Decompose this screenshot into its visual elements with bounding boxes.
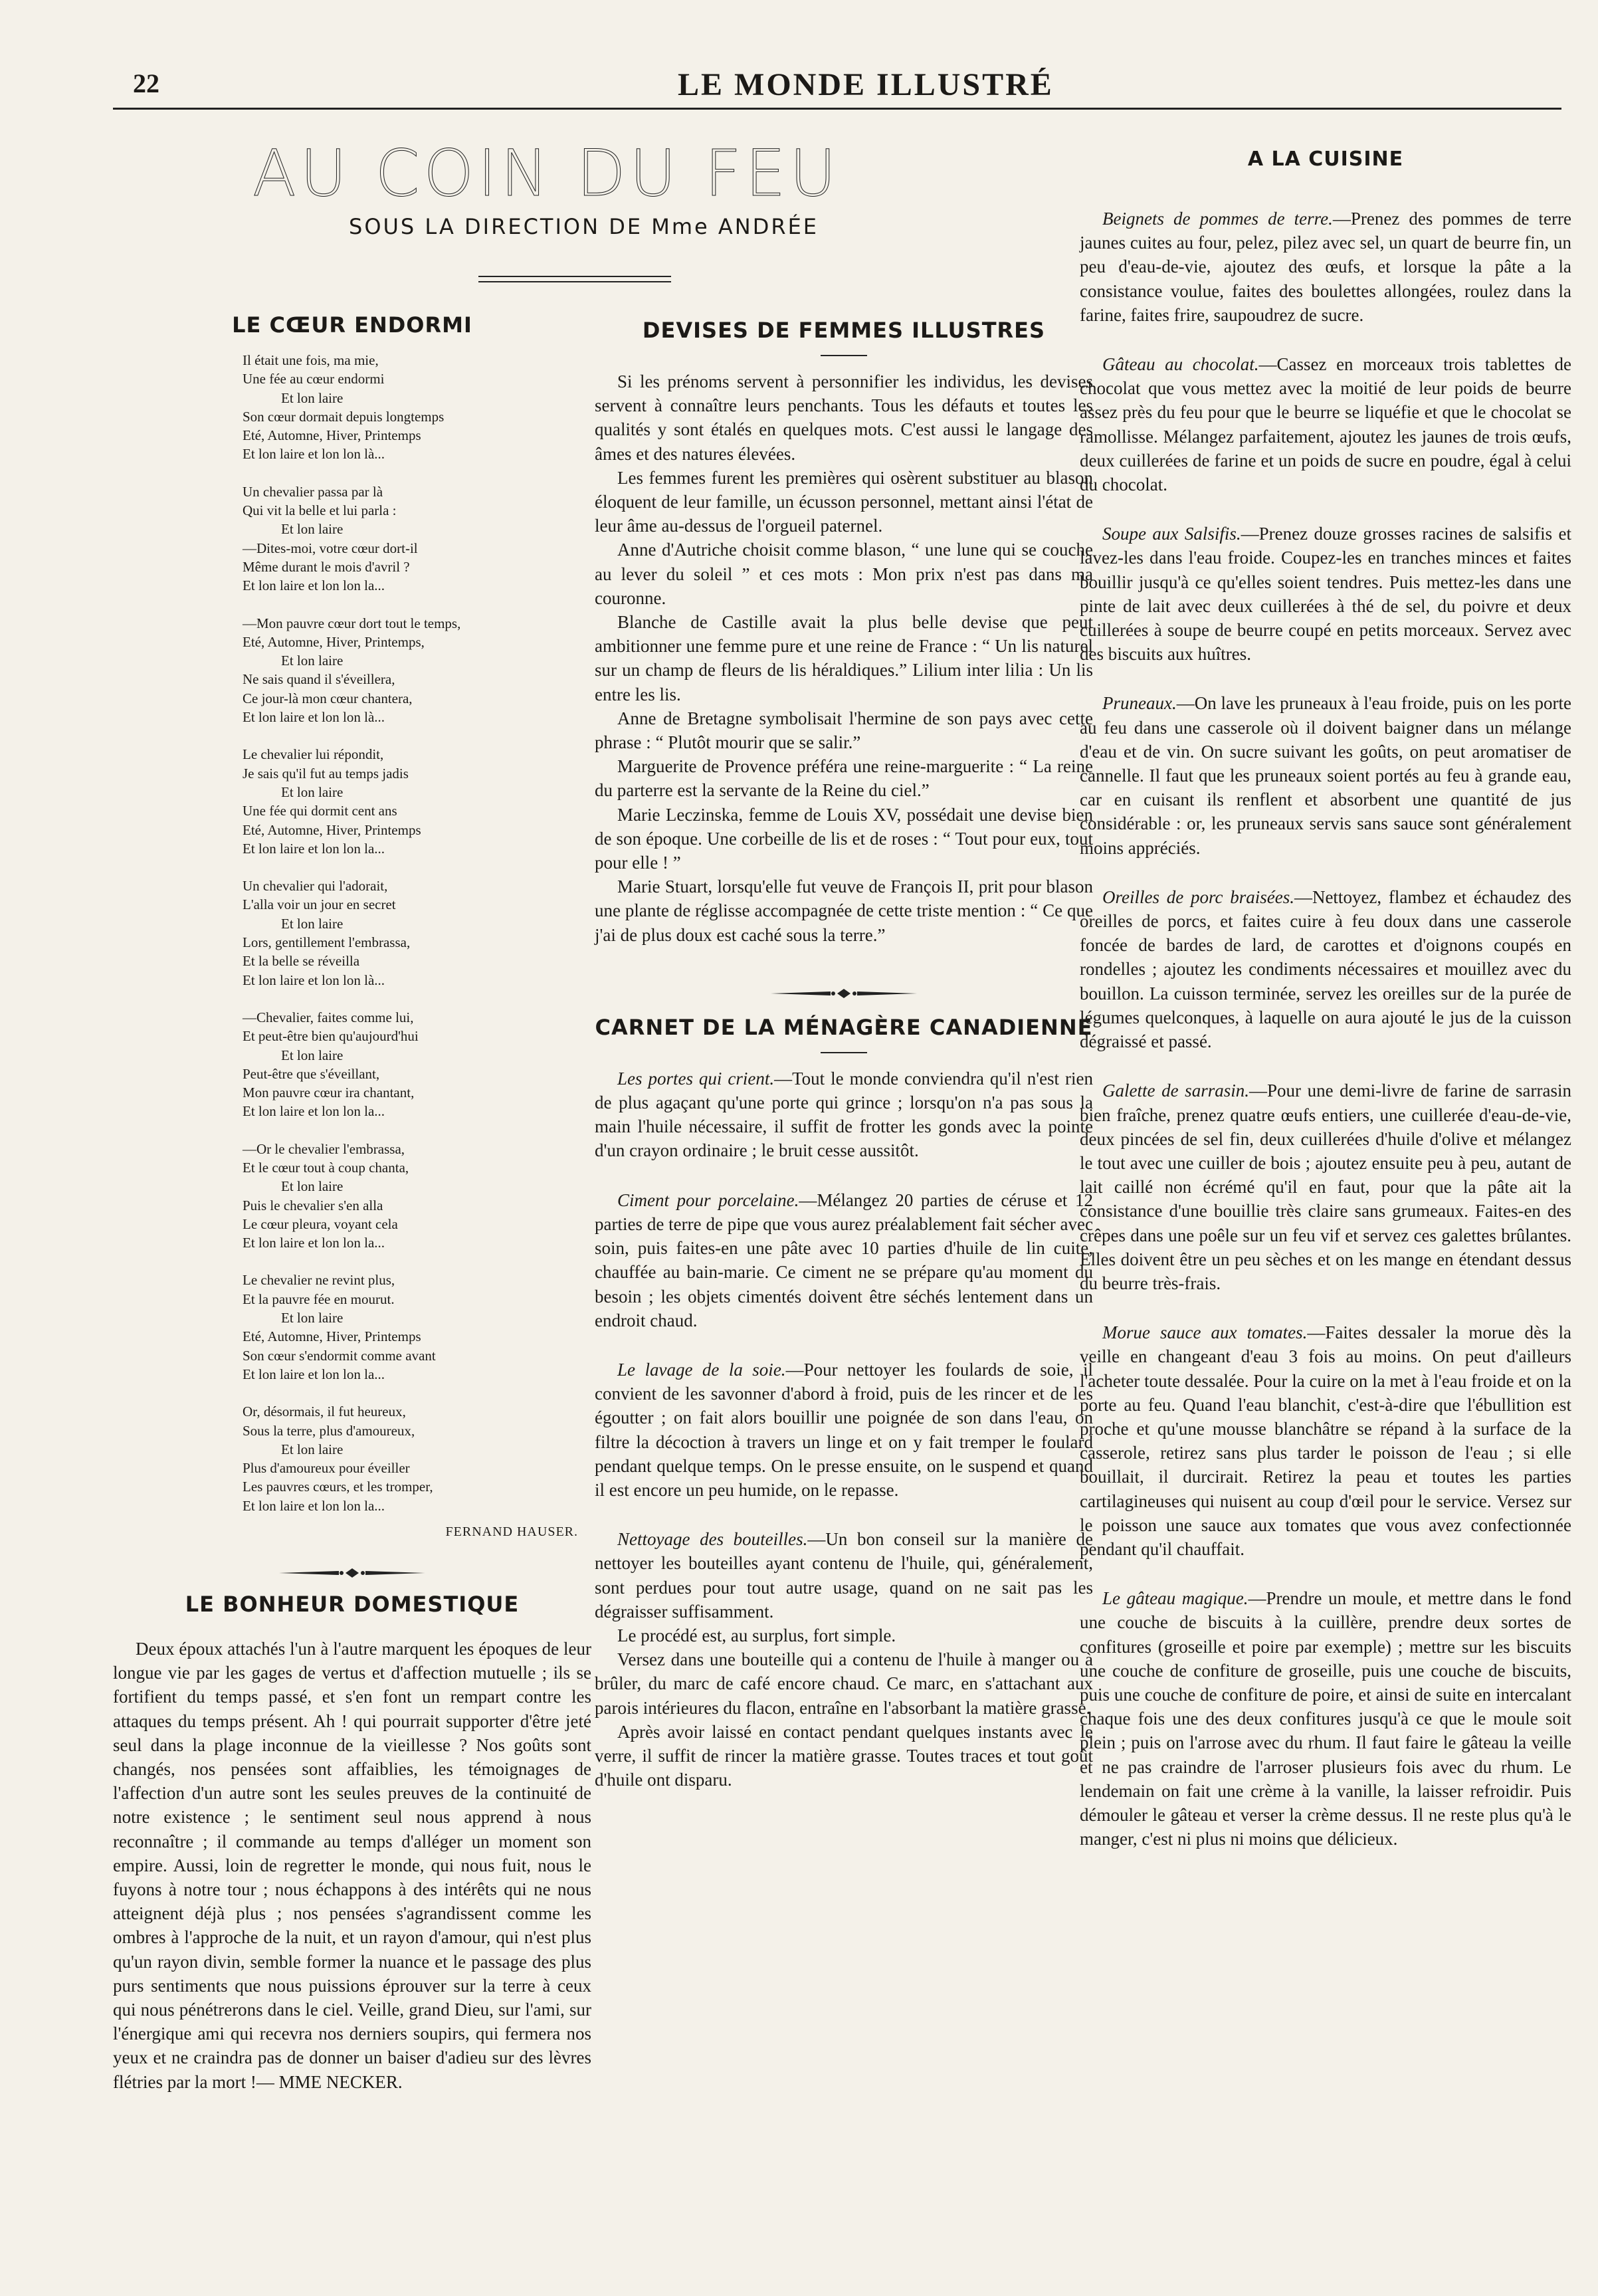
recipe [1080,522,1571,666]
carnet-entry-text: Le procédé est, au surplus, fort simple. [617,1625,896,1645]
recipe [1080,1079,1571,1295]
recipe [1080,885,1571,1053]
recipe-text: —Prenez des pommes de terre jaunes cuites au four, pelez, pilez avec sel, un quart de beurre fin, un peu d'eau-de-vie, ajoutez des œufs, et lorsque la pâte a la consistance voulue, faites des boulettes allongées, roulez dans la farine, faites frire, saupoudrez de sucre. [1080,209,1571,325]
poem-line: Et lon laire [281,521,344,538]
recipe-heading: Morue sauce aux tomates. [1102,1322,1308,1343]
carnet-entry-text: —Pour nettoyer les foulards de soie, il convient de les savonner d'abord à froid, puis de les rincer et de les égoutter ; on fait alors bouillir une poignée de son dans l'eau, on filtre la décoction à travers un linge et on y fait tremper le foulard pendant quelque temps. On le presse ensuite, on le suspend et quand il est encore un peu humide, on le repasse. [595,1359,1094,1500]
poem-line: Lors, gentillement l'embrassa, [243,934,411,951]
page-header [113,61,1561,110]
poem-line: Et lon laire et lon lon là... [243,446,385,463]
poem-line: Son cœur s'endormit comme avant [243,1347,436,1364]
carnet-entry [595,1647,1093,1720]
poem-line: Ce jour-là mon cœur chantera, [243,690,413,706]
devise-paragraph: Si les prénoms servent à personnifier les individus, les devises servent à connaître leurs penchants. Tous les défauts et toutes les qualités y sont étalés en quelques mots. C'est aussi le langage des âmes et des natures élevées. [595,371,1093,464]
poem-stanza [243,614,591,727]
poem-stanza [243,1140,591,1253]
title-divider [478,276,671,282]
column-left [113,312,591,2094]
carnet-entry [595,1188,1093,1332]
recipe-heading: Soupe aux Salsifis. [1102,524,1241,544]
carnet-entry-heading: Le lavage de la soie. [617,1359,786,1380]
poem-line: Un chevalier qui l'adorait, [243,878,388,894]
poem-line: Le chevalier ne revint plus, [243,1272,395,1289]
devise-paragraph: Marie Leczinska, femme de Louis XV, possédait une devise bien de son époque. Une corbeille de lis et de roses : “ Tout pour eux, tout pour elle ! ” [595,804,1093,873]
devise-paragraph: Blanche de Castille avait la plus belle devise que peut ambitionner une femme pure et une reine de France : “ Un lis naturel sur un champ de fleurs de lis héraldiques.” Lilium inter lilia : Un lis entre les lis. [595,612,1093,704]
poem-stanza [243,745,591,858]
poem-line: Et lon laire [281,1047,344,1063]
recipe-heading: Gâteau au chocolat. [1102,354,1259,375]
poem-line: Et lon laire et lon lon la... [243,1366,385,1382]
carnet-entry-heading: Nettoyage des bouteilles. [617,1529,808,1550]
title-underline [821,355,867,356]
poem-line: Et lon laire et lon lon la... [243,840,385,857]
column-middle [595,318,1093,1792]
poem-line: Et lon laire [281,1178,344,1195]
recipe-text: —Faites dessaler la morue dès la veille en changeant d'eau 3 fois au moins. On peut d'ailleurs l'acheter toute dessalée. Pour la cuire on la met à l'eau froide et on la porte au feu. Quand l'eau blanchit, c'est-à-dire que l'ébullition est proche et qu'une mousse blanchâtre se répand à la surface de la casserole, retirez sans plus tarder le poisson de l'eau ; si elle bouillait, il durcirait. Retirez la peau et toutes les parties cartilagineuses qui nuisent au coup d'œil pour le service. Versez sur le poisson une sauce aux tomates que vous avez confectionnée pendant qu'il chauffait. [1080,1322,1571,1559]
poem-body [243,351,591,1515]
poem-line: —Dites-moi, votre cœur dort-il [243,540,418,556]
ornament-divider [767,987,920,1000]
ornament-divider [276,1566,429,1580]
recipe-heading: Galette de sarrasin. [1102,1081,1249,1101]
poem-line: Et lon laire et lon lon la... [243,1103,385,1120]
bonheur-title: LE BONHEUR DOMESTIQUE [185,1592,520,1618]
poem-line: Eté, Automne, Hiver, Printemps [243,821,421,838]
recipe-text: —Nettoyez, flambez et échaudez des oreilles de porcs, et faites cuire à feu doux dans une casserole foncée de bardes de lard, de carottes et d'oignons coupés en rondelles ; ajoutez les condiments nécessaires et mouillez avec du bouillon. La cuisson terminée, servez les oreilles sur de la purée de légumes quelconques, à laquelle on aura ajouté le jus de la cuisson dégraissé et passé. [1080,887,1571,1052]
poem-line: Et lon laire [281,1441,344,1457]
recipe-heading: Oreilles de porc braisées. [1102,887,1294,907]
poem-line: Eté, Automne, Hiver, Printemps [243,1328,421,1345]
recipe-text: —On lave les pruneaux à l'eau froide, puis on les porte au feu dans une casserole où il doivent baigner dans un mélange d'eau et de vin. On sucre suivant les goûts, on peut aromatiser de cannelle. Il faut que les pruneaux soient portés au feu à grande eau, car en cuisant ils renflent et absorbent une quantité de jus considérable : or, les pruneaux servis sans sauce sont généralement moins appréciés. [1080,693,1571,858]
poem-line: Et lon laire et lon lon la... [243,1235,385,1251]
recipe [1080,352,1571,496]
poem-signature: FERNAND HAUSER. [445,1524,578,1540]
recipe-text: —Cassez en morceaux trois tablettes de chocolat que vous mettez avec la moitié de leur poids de beurre assez près du feu pour que le beurre se liquéfie et que le chocolat se ramollisse. Mélangez parfaitement, ajoutez les jaunes de trois œufs, deux cuillerées de farine et un poids de sucre en poudre, égal à celui du chocolat. [1080,354,1571,495]
poem-line: Sous la terre, plus d'amoureux, [243,1422,415,1439]
poem-stanza [243,1271,591,1384]
poem-line: Et lon laire et lon lon la... [243,1497,385,1514]
devise-paragraph: Anne d'Autriche choisit comme blason, “ une lune qui se couche au lever du soleil ” et ces mots : Mon prix n'est pas dans ma couronne. [595,540,1093,608]
poem-line: Plus d'amoureux pour éveiller [243,1460,410,1477]
poem-line: Eté, Automne, Hiver, Printemps, [243,633,425,650]
poem-line: Ne sais quand il s'éveillera, [243,671,395,688]
recipe [1080,1320,1571,1561]
recipe-text: —Pour une demi-livre de farine de sarrasin bien fraîche, prenez quatre œufs entiers, une cuillerée d'eau-de-vie, deux pincées de sel fin, deux cuillerées d'huile d'olive et mélangez le tout avec une cuiller de bois ; ajoutez ensuite peu à peu, autant de lait caillé non écrémé qu'il en faut, pour que la pâte ait la consistance d'une bouillie très claire sans grumeaux. Faites-en des crêpes dans une poêle sur un feu vif et servez ces galettes brûlantes. Elles doivent être un peu sèches et on les mange en étendant dessus du beurre très-frais. [1080,1081,1571,1293]
poem-line: Or, désormais, il fut heureux, [243,1404,406,1420]
poem-line: Je sais qu'il fut au temps jadis [243,765,409,782]
carnet-entry-heading: Ciment pour porcelaine. [617,1190,799,1210]
recipe-heading: Le gâteau magique. [1102,1588,1248,1609]
poem-line: Il était une fois, ma mie, [243,352,379,368]
devises-title: DEVISES DE FEMMES ILLUSTRES [642,318,1046,343]
carnet-entry [595,1623,1093,1647]
poem-line: Qui vit la belle et lui parla : [243,502,397,519]
carnet-entry-heading: Les portes qui crient. [617,1068,775,1089]
carnet-entry-text: Versez dans une bouteille qui a contenu de l'huile à manger ou à brûler, du marc de café encore chaud. Ce marc, en s'attachant aux parois intérieures du flacon, entraîne en l'absorbant la matière grasse. [595,1649,1093,1718]
poem-line: Et lon laire et lon lon la... [243,577,385,594]
poem-line: Et lon laire [281,915,344,932]
cuisine-title: A LA CUISINE [1247,148,1404,171]
carnet-entry [595,1720,1093,1792]
poem-line: Et lon laire [281,653,344,669]
poem-line: Même durant le mois d'avril ? [243,558,410,575]
poem-line: Une fée au cœur endormi [243,371,385,387]
carnet-entry [595,1358,1093,1502]
carnet-entry [595,1067,1093,1163]
poem-stanza [243,482,591,595]
devise-paragraph: Marie Stuart, lorsqu'elle fut veuve de François II, prit pour blason une plante de réglisse accompagnée de cette triste mention : “ Ce que j'ai de plus doux est caché sous la terre.” [595,877,1093,945]
poem-line: Et la belle se réveilla [243,953,360,970]
carnet-entry [595,1527,1093,1623]
page-number: 22 [133,68,159,98]
poem-line: Eté, Automne, Hiver, Printemps [243,427,421,444]
devise-paragraph: Les femmes furent les premières qui osèrent substituer au blason éloquent de leur famille, un écusson personnel, mettant ainsi l'état de leur âme au-dessus de l'orgueil paternel. [595,467,1093,536]
poem-stanza [243,351,591,464]
recipe-heading: Pruneaux. [1102,693,1177,714]
poem-line: Le cœur pleura, voyant cela [243,1215,398,1232]
recipe [1080,207,1571,327]
poem-line: —Mon pauvre cœur dort tout le temps, [243,615,461,631]
poem-stanza [243,1008,591,1121]
recipe [1080,691,1571,859]
section-subtitle: SOUS LA DIRECTION DE Mme ANDRÉE [349,214,819,239]
carnet-body [595,1067,1093,1792]
poem-line: Et lon laire et lon lon là... [243,709,385,726]
poem-line: Et le cœur tout à coup chanta, [243,1159,409,1176]
title-underline [821,1052,867,1053]
carnet-title: CARNET DE LA MÉNAGÈRE CANADIENNE [595,1014,1093,1040]
poem-line: —Chevalier, faites comme lui, [243,1009,414,1025]
recipe-text: —Prenez douze grosses racines de salsifis et lavez-les dans l'eau froide. Coupez-les en tranches minces et faites bouillir jusqu'à ce qu'elles soient tendres. Puis mettez-les dans une pinte de lait avec deux cuillerées à thé de sel, du poivre et deux cuillerées à soupe de beurre coupé en petits morceaux. Servez avec des biscuits aux huîtres. [1080,524,1571,665]
poem-line: Peut-être que s'éveillant, [243,1065,380,1082]
bonheur-text [113,1637,591,2094]
poem-line: Et la pauvre fée en mourut. [243,1291,395,1307]
poem-title: LE CŒUR ENDORMI [232,312,472,338]
poem-line: Un chevalier passa par là [243,483,383,500]
carnet-entry-text: —Mélangez 20 parties de céruse et 12 parties de terre de pipe que vous aurez préalablement fait sécher avec soin, puis faites-en une pâte avec 10 parties d'huile de lin cuite, chauffée au bain-marie. Ce ciment ne se prépare qu'au moment du besoin ; les objets cimentés doivent être séchés lentement dans un endroit chaud. [595,1190,1093,1330]
bonheur-author: MME NECKER. [278,2071,403,2092]
bonheur-paragraph: Deux époux attachés l'un à l'autre marquent les époques de leur longue vie par les gages de vertus et d'affection mutuelle ; ils se fortifient du temps passé, et s'en font un rempart contre les attaques du temps présent. Ah ! qui pourrait supporter d'être jeté seul dans la plage inconnue de la vieillesse ? Nos goûts sont changés, nos pensées sont affaiblies, les témoignages de l'affection d'un autre sont les seules preuves de la continuité de notre existence ; le sentiment seul nous apprend à nous reconnaître ; il commande au temps d'alléger un moment son empire. Aussi, loin de regretter le monde, qui nous fuit, nous le fuyons à notre tour ; nous échappons à des intérêts qui ne nous atteignent déjà plus ; nos pensées s'agrandissent comme les ombres à l'approche de la nuit, et un rayon d'amour, qui n'est plus qu'un rayon divin, semble former la nuance et le passage des plus purs sentiments que nous puissions éprouver sur la terre à ceux qui nous pénétrerons dans le ciel. Veille, grand Dieu, sur l'ami, sur l'énergique ami qui recevra nos derniers soupirs, qui fermera nos yeux et ne craindra pas de donner un baiser d'adieu sur des lèvres flétries par la mort !— [113,1639,591,2092]
poem-line: L'alla voir un jour en secret [243,896,396,913]
poem-stanza [243,877,591,990]
recipe-text: —Prendre un moule, et mettre dans le fond une couche de biscuits à la cuillère, prendre deux sortes de confitures (groseille et poire par exemple) ; mettre sur les biscuits une couche de confiture de groseille, puis une couche de biscuits, puis une couche de confiture de poire, et ainsi de suite en intercalant chaque fois une des deux confitures jusqu'à ce que le moule soit plein ; puis on l'arrose avec du rhum. Il faut faire le gâteau la veille et ne pas craindre de l'arroser plusieurs fois avec du rhum. Le lendemain on fait une crème à la vanille, la laisser refroidir. Puis démouler le gâteau et verser la crème dessus. Il ne reste plus qu'à le manger, c'est ni plus ni moins que délicieux. [1080,1588,1571,1849]
carnet-entry-text: Après avoir laissé en contact pendant quelques instants avec le verre, il suffit de rincer la matière grasse. Toutes traces et tout goût d'huile ont disparu. [595,1721,1093,1790]
poem-line: Une fée qui dormit cent ans [243,803,397,819]
poem-line: Et lon laire et lon lon là... [243,972,385,988]
recipe [1080,1586,1571,1851]
cuisine-body [1080,207,1571,1851]
section-title: AU COIN DU FEU [252,136,841,211]
poem-stanza [243,1402,591,1515]
poem-line: Les pauvres cœurs, et les tromper, [243,1479,433,1495]
column-right [1080,148,1571,1851]
carnet-entry-text: —Un bon conseil sur la manière de nettoyer les bouteilles ayant contenu de l'huile, qui, généralement, sont perdues pour tout autre usage, quand on ne sait pas les dégraisser suffisamment. [595,1529,1094,1621]
poem-line: Mon pauvre cœur ira chantant, [243,1085,415,1101]
poem-line: —Or le chevalier l'embrassa, [243,1140,405,1157]
poem-line: Le chevalier lui répondit, [243,746,384,763]
poem-line: Et lon laire [281,1310,344,1326]
poem-line: Et peut-être bien qu'aujourd'hui [243,1028,419,1045]
masthead: LE MONDE ILLUSTRÉ [678,67,1054,102]
devises-body [595,369,1093,947]
poem-line: Son cœur dormait depuis longtemps [243,408,445,425]
carnet-entry-text: —Tout le monde conviendra qu'il n'est rien de plus agaçant qu'une porte qui grince ; lorsqu'on n'a pas sous la main l'huile nécessaire, il suffit de frotter les gonds avec la pointe d'un crayon ordinaire ; le bruit cesse aussitôt. [595,1068,1093,1161]
poem-line: Et lon laire [281,389,344,406]
devise-paragraph: Marguerite de Provence préféra une reine-marguerite : “ La reine du parterre est la servante de la Reine du ciel.” [595,756,1093,801]
recipe-heading: Beignets de pommes de terre. [1102,209,1333,229]
devise-paragraph: Anne de Bretagne symbolisait l'hermine de son pays avec cette phrase : “ Plutôt mourir que se salir.” [595,708,1093,753]
poem-line: Et lon laire [281,783,344,800]
poem-line: Puis le chevalier s'en alla [243,1197,383,1213]
